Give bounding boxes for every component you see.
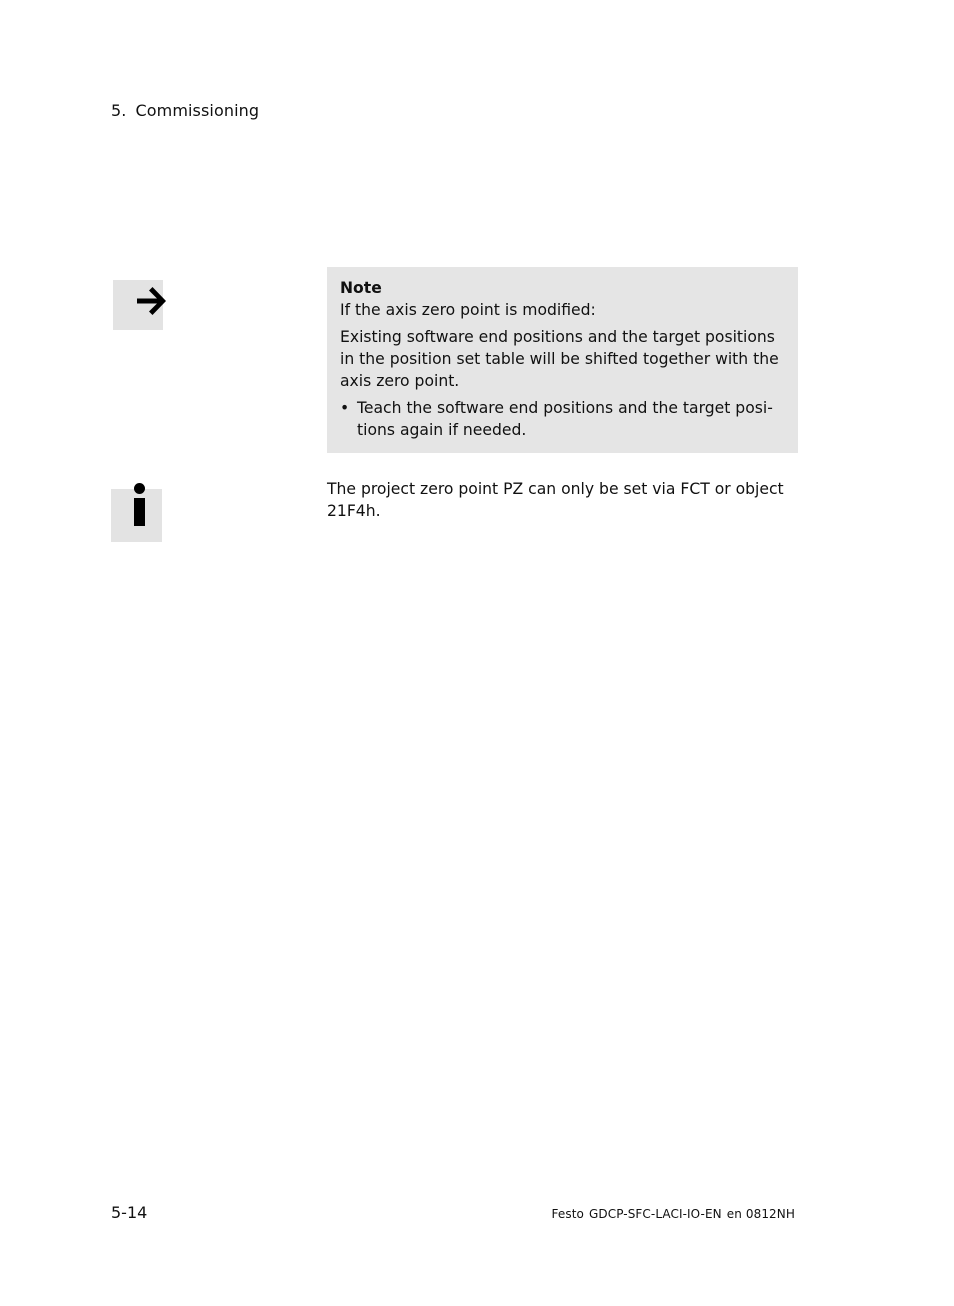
footer-company: Festo: [551, 1207, 584, 1221]
note-icon-box: [113, 280, 163, 330]
chapter-title: Commissioning: [135, 101, 260, 120]
page-header: [111, 101, 259, 120]
bullet-text-line-1: Teach the software end positions and the target posi-: [357, 399, 773, 417]
info-icon: [111, 489, 162, 542]
info-icon-dot: [134, 483, 145, 494]
note-panel: [327, 267, 798, 453]
footer-reference: [552, 1207, 795, 1221]
footer-edition: en 0812NH: [726, 1207, 795, 1221]
footer-document-id: GDCP-SFC-LACI-IO-EN: [588, 1207, 722, 1221]
chapter-number: 5.: [111, 101, 127, 120]
note-bullet-item: [340, 397, 786, 441]
page-number: 5-14: [111, 1203, 148, 1222]
bullet-symbol: •: [340, 399, 350, 417]
note-lead: If the axis zero point is modified:: [340, 301, 596, 319]
info-text: [327, 478, 797, 522]
arrow-right-icon: [135, 286, 173, 316]
bullet-text: [357, 397, 773, 441]
info-text-line-2: 21F4h.: [327, 502, 381, 520]
info-icon-stem: [134, 498, 145, 526]
note-title: Note: [340, 279, 382, 297]
note-body: Existing software end positions and the target positions in the position set table will be shifted together with the axis zero point.: [340, 328, 779, 390]
info-text-line-1: The project zero point PZ can only be set via FCT or object: [327, 480, 784, 498]
bullet-text-line-2: tions again if needed.: [357, 421, 527, 439]
